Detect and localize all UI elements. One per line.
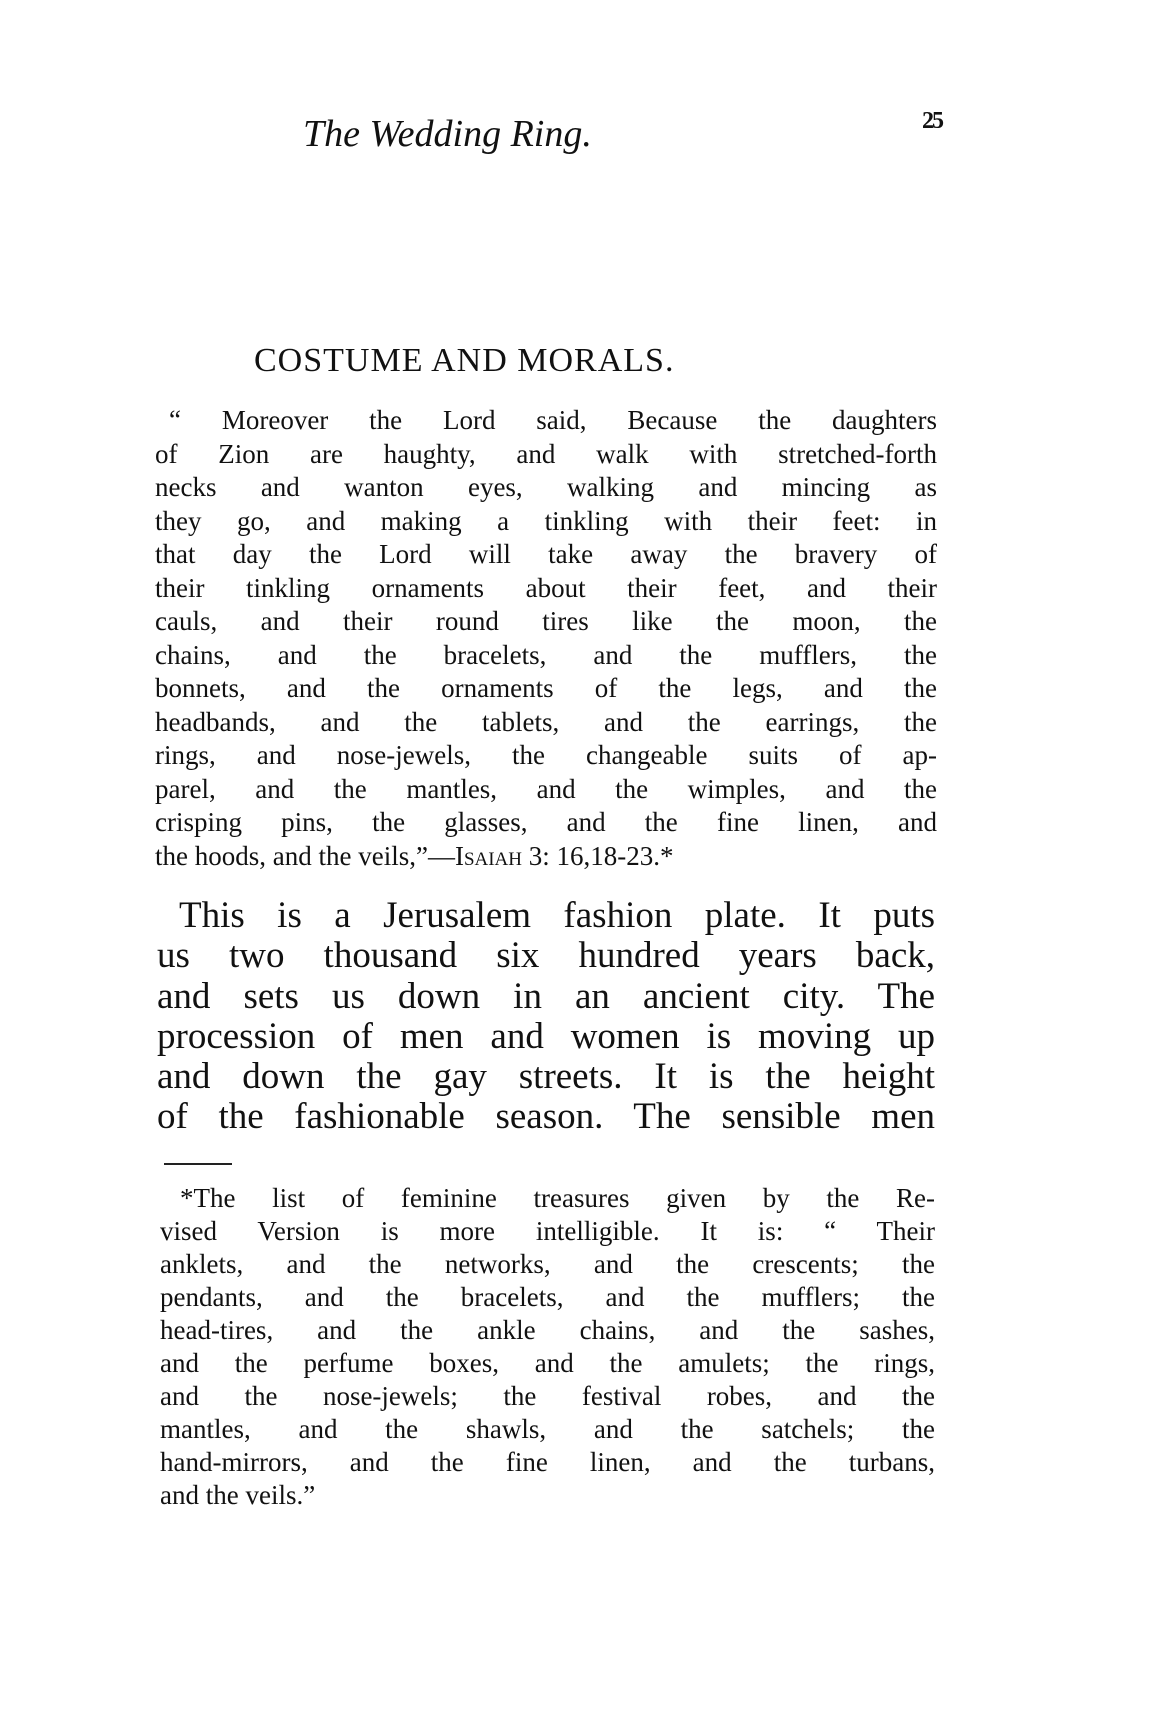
epigraph-line: cauls, and their round tires like the moon, the [155, 606, 937, 636]
footnote-line: vised Version is more intelligible. It is: “ Their [160, 1216, 935, 1246]
body-line: of the fashionable season. The sensible men [157, 1096, 935, 1138]
body-line: and sets us down in an ancient city. The [157, 975, 935, 1017]
epigraph-line: that day the Lord will take away the bravery of [155, 539, 937, 569]
footnote-line: pendants, and the bracelets, and the mufflers; the [160, 1282, 935, 1312]
footnote-line: and the veils.” [160, 1480, 316, 1510]
epigraph-line: bonnets, and the ornaments of the legs, and the [155, 673, 937, 703]
epigraph-line: parel, and the mantles, and the wimples, and the [155, 773, 937, 804]
epigraph-line: chains, and the bracelets, and the mufflers, the [155, 639, 937, 670]
epigraph-line: rings, and nose-jewels, the changeable suits of ap- [155, 740, 937, 770]
epigraph-line: necks and wanton eyes, walking and mincing as [155, 472, 937, 502]
section-title: COSTUME AND MORALS. [254, 342, 675, 379]
body-line: us two thousand six hundred years back, [157, 935, 935, 977]
epigraph-line: crisping pins, the glasses, and the fine linen, and [155, 807, 937, 837]
body-line: This is a Jerusalem fashion plate. It puts [179, 895, 935, 936]
footnote-line: and the perfume boxes, and the amulets; the rings, [160, 1348, 935, 1378]
epigraph-last-line [155, 840, 937, 874]
epigraph-line: headbands, and the tablets, and the earrings, the [155, 706, 937, 737]
epigraph-line: their tinkling ornaments about their feet, and their [155, 572, 937, 603]
footnote-line: mantles, and the shawls, and the satchels; the [160, 1414, 935, 1444]
epigraph-line: they go, and making a tinkling with their feet: in [155, 505, 937, 536]
body-paragraph [157, 896, 935, 1138]
epigraph-line: of Zion are haughty, and walk with stretched-forth [155, 438, 937, 469]
footnote-line: and the nose-jewels; the festival robes, and the [160, 1381, 935, 1411]
epigraph-line: “ Moreover the Lord said, Because the daughters [169, 405, 937, 435]
footnote-line: *The list of feminine treasures given by the Re- [180, 1183, 935, 1213]
body-line: and down the gay streets. It is the height [157, 1056, 935, 1098]
epigraph [155, 404, 937, 873]
epigraph-line: the hoods, and the veils,”— [155, 840, 455, 871]
footnote-line: hand-mirrors, and the fine linen, and the turbans, [160, 1447, 935, 1477]
citation: Isaiah 3: 16,18-23.* [454, 840, 674, 871]
footnote-line: anklets, and the networks, and the crescents; the [160, 1249, 935, 1279]
footnote [160, 1182, 935, 1512]
footnote-divider [164, 1163, 232, 1165]
body-line: procession of men and women is moving up [157, 1015, 935, 1057]
footnote-line: head-tires, and the ankle chains, and the sashes, [160, 1315, 935, 1345]
page-number: 25 [922, 108, 942, 134]
running-header: The Wedding Ring. [303, 113, 592, 155]
